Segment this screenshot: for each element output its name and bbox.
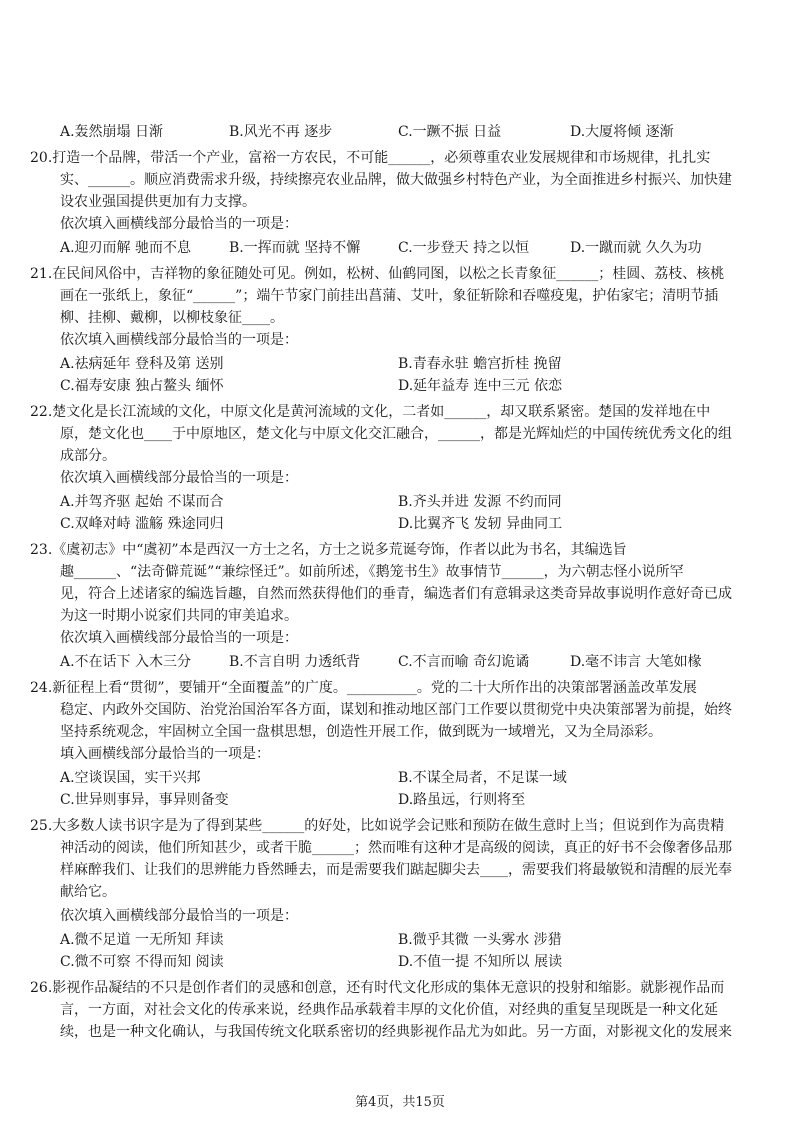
q24-option-a: A.空谈误国，实干兴邦 — [60, 770, 201, 786]
q24-stem-line-1: 24.新征程上看“贯彻”，要铺开“全面覆盖”的广度。__________。党的二十大所作出的决策部署涵盖改革发展 — [30, 680, 697, 696]
q25-option-c: C.微不可察 不得而知 阅读 — [60, 954, 224, 970]
q20-option-b: B.一挥而就 坚持不懈 — [229, 240, 361, 256]
q19-option-d: D.大厦将倾 逐渐 — [570, 124, 674, 140]
q26-stem-line-2: 言，一方面，对社会文化的传承来说，经典作品承载着丰厚的文化价值，对经典的重复呈现既是一种文化延 — [60, 1002, 718, 1018]
q20-stem-line-1: 20.打造一个品牌，带活一个产业，富裕一方农民，不可能______，必须尊重农业发展规律和市场规律，扎扎实 — [30, 150, 711, 166]
q25-option-b: B.微乎其微 一头雾水 涉猎 — [398, 932, 562, 948]
q20-stem-line-3: 设农业强国提供更加有力支撑。 — [60, 194, 256, 210]
q23-option-b: B.不言自明 力透纸背 — [229, 654, 361, 670]
q24-option-d: D.路虽远，行则将至 — [398, 792, 526, 808]
q24-option-c: C.世异则事异，事异则备变 — [60, 792, 229, 808]
q22-option-d: D.比翼齐飞 发轫 异曲同工 — [398, 516, 563, 532]
q23-option-c: C.不言而喻 奇幻诡谲 — [398, 654, 530, 670]
q20-option-a: A.迎刃而解 驰而不息 — [60, 240, 192, 256]
q19-option-a: A.轰然崩塌 日渐 — [60, 124, 164, 140]
q26-stem-line-1: 26.影视作品凝结的不只是创作者们的灵感和创意，还有时代文化形成的集体无意识的投射和缩影。就影视作品而 — [30, 980, 725, 996]
q23-option-d: D.毫不讳言 大笔如椽 — [570, 654, 702, 670]
q25-option-d: D.不值一提 不知所以 展读 — [398, 954, 563, 970]
q20-instruction: 依次填入画横线部分最恰当的一项是： — [60, 216, 298, 232]
q21-option-c: C.福寿安康 独占鳌头 缅怀 — [60, 378, 224, 394]
q21-stem-line-1: 21.在民间风俗中，吉祥物的象征随处可见。例如，松树、仙鹤同图，以松之长青象征______；桂圆、荔枝、核桃 — [30, 266, 725, 282]
q22-stem-line-1: 22.楚文化是长江流域的文化，中原文化是黄河流域的文化，二者如______，却又联系紧密。楚国的发祥地在中 — [30, 404, 711, 420]
q23-option-a: A.不在话下 入木三分 — [60, 654, 192, 670]
q22-option-a: A.并驾齐驱 起始 不谋而合 — [60, 494, 224, 510]
q21-option-d: D.延年益寿 连中三元 依恋 — [398, 378, 563, 394]
page-number: 第4页，共15页 — [355, 1095, 445, 1110]
q22-stem-line-3: 成部分。 — [60, 448, 116, 464]
q21-stem-line-2: 画在一张纸上，象征“______”；端午节家门前挂出菖蒲、艾叶，象征斩除和吞噬疫鬼，护佑家宅；清明节插 — [60, 288, 719, 304]
q25-stem-line-4: 献给它。 — [60, 884, 116, 900]
q20-option-c: C.一步登天 持之以恒 — [398, 240, 530, 256]
q21-stem-line-3: 柳、挂柳、戴柳，以柳枝象征____。 — [60, 310, 284, 326]
q20-option-d: D.一蹴而就 久久为功 — [570, 240, 702, 256]
q19-option-c: C.一蹶不振 日益 — [398, 124, 502, 140]
q23-stem-line-1: 23.《虞初志》中“虞初”本是西汉一方士之名，方士之说多荒诞夸饰，作者以此为书名，其编选旨 — [30, 542, 627, 558]
q24-stem-line-2: 稳定、内政外交国防、治党治国治军各方面，谋划和推动地区部门工作要以贯彻党中央决策部署为前提，始终 — [60, 702, 732, 718]
q23-stem-line-2: 趣______、“法奇僻荒诞”“兼综怪迁”。如前所述，《鹅笼书生》故事情节______，为六朝志怪小说所罕 — [60, 564, 684, 580]
q22-option-b: B.齐头并进 发源 不约而同 — [398, 494, 562, 510]
q19-option-b: B.风光不再 逐步 — [229, 124, 333, 140]
q21-option-b: B.青春永驻 蟾宫折桂 挽留 — [398, 356, 562, 372]
q22-stem-line-2: 原，楚文化也____于中原地区，楚文化与中原文化交汇融合，______，都是光辉灿烂的中国传统优秀文化的组 — [60, 426, 732, 442]
q24-option-b: B.不谋全局者，不足谋一域 — [398, 770, 567, 786]
q22-option-c: C.双峰对峙 滥觞 殊途同归 — [60, 516, 224, 532]
q21-instruction: 依次填入画横线部分最恰当的一项是： — [60, 332, 298, 348]
q25-stem-line-3: 样麻醉我们、让我们的思辨能力昏然睡去，而是需要我们踮起脚尖去____，需要我们将最敏锐和清醒的辰光奉 — [60, 862, 732, 878]
q21-option-a: A.祛病延年 登科及第 送别 — [60, 356, 224, 372]
q22-instruction: 依次填入画横线部分最恰当的一项是： — [60, 470, 298, 486]
q25-stem-line-2: 神活动的阅读，他们所知甚少，或者干脆______；然而唯有这种才是高级的阅读，真正的好书不会像奢侈品那 — [60, 840, 732, 856]
q20-stem-line-2: 实、______。顺应消费需求升级，持续擦亮农业品牌，做大做强乡村特色产业，为全面推进乡村振兴、加快建 — [60, 172, 732, 188]
q23-instruction: 依次填入画横线部分最恰当的一项是： — [60, 630, 298, 646]
q23-stem-line-4: 为这一时期小说家们共同的审美追求。 — [60, 608, 298, 624]
q25-instruction: 依次填入画横线部分最恰当的一项是： — [60, 908, 298, 924]
q24-instruction: 填入画横线部分最恰当的一项是： — [60, 746, 270, 762]
q25-option-a: A.微不足道 一无所知 拜读 — [60, 932, 224, 948]
q26-stem-line-3: 续，也是一种文化确认，与我国传统文化联系密切的经典影视作品尤为如此。另一方面，对影视文化的发展来 — [60, 1024, 732, 1040]
q24-stem-line-3: 坚持系统观念，牢固树立全国一盘棋思想，创造性开展工作，做到既为一域增光，又为全局添彩。 — [60, 724, 662, 740]
q23-stem-line-3: 见，符合上述诸家的编选旨趣，自然而然获得他们的垂青，编选者们有意辑录这类奇异故事说明作意好奇已成 — [60, 586, 732, 602]
q25-stem-line-1: 25.大多数人读书识字是为了得到某些______的好处，比如说学会记账和预防在做生意时上当；但说到作为高贵精 — [30, 818, 725, 834]
